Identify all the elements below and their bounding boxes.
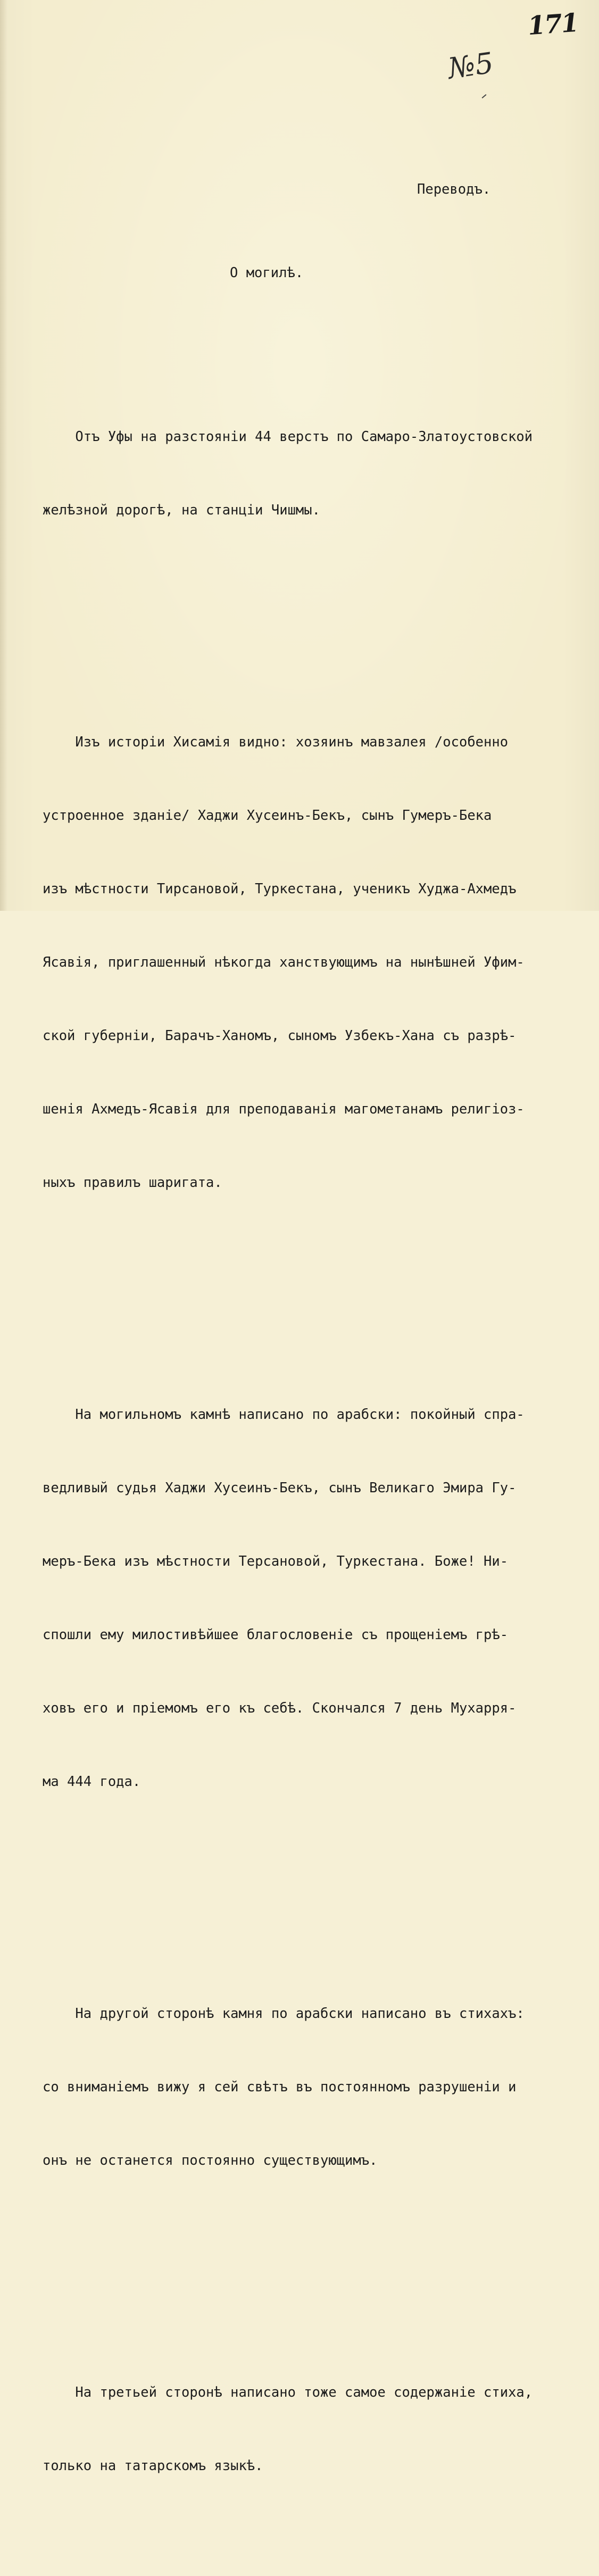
paragraph	[43, 681, 599, 1244]
text-line: шенiя Ахмедъ-Ясавiя для преподаванiя магометанамъ религiоз-	[43, 1101, 525, 1117]
paragraph-gap	[43, 1892, 599, 1904]
text-line: Ясавiя, приглашенный нѣкогда ханствующимъ на нынѣшней Уфим-	[43, 954, 525, 970]
text-line: На другой сторонѣ камня по арабски написано въ стихахъ:	[43, 2006, 525, 2022]
text-line: со вниманiемъ вижу я сей свѣтъ въ постоянномъ разрушенiи и	[43, 2079, 517, 2095]
paragraph-gap	[43, 620, 599, 632]
text-line: Отъ Уфы на разстоянiи 44 верстъ по Самаро-Златоустовской	[43, 429, 533, 445]
text-line: изъ мѣстности Тирсановой, Туркестана, ученикъ Худжа-Ахмедъ	[43, 881, 517, 897]
text-line: меръ-Бека изъ мѣстности Терсановой, Туркестана. Боже! Ни-	[43, 1553, 509, 1569]
text-line: только на татарскомъ языкѣ.	[43, 2458, 263, 2474]
text-line: ской губернiи, Барачъ-Ханомъ, сыномъ Узбекъ-Хана съ разрѣ-	[43, 1028, 517, 1044]
text-line: На могильномъ камнѣ написано по арабски: покойный спра-	[43, 1407, 525, 1423]
pencil-mark	[482, 94, 487, 98]
document-number: №5	[446, 46, 496, 86]
text-line: спошли ему милостивѣйшее благословенiе съ прощенiемъ грѣ-	[43, 1627, 509, 1643]
text-line: устроенное зданiе/ Хаджи Хусеинъ-Бекъ, сынъ Гумеръ-Бека	[43, 808, 492, 824]
paragraph	[43, 2331, 599, 2527]
folio-number: 171	[527, 7, 579, 41]
page-edge-shadow	[0, 0, 7, 911]
text-line: На третьей сторонѣ написано тоже самое содержанiе стиха,	[43, 2384, 533, 2400]
text-line: ведливый судья Хаджи Хусеинъ-Бекъ, сынъ Великаго Эмира Гу-	[43, 1480, 517, 1496]
text-line: Изъ исторiи Хисамiя видно: хозяинъ мавзалея /особенно	[43, 734, 509, 750]
text-line: онъ не останется постоянно существующимъ.	[43, 2153, 378, 2168]
document-body	[43, 327, 599, 2576]
text-line: желѣзной дорогѣ, на станцiи Чишмы.	[43, 502, 320, 518]
paragraph	[43, 1353, 599, 1843]
text-line: ма 444 года.	[43, 1774, 141, 1790]
text-line: ховъ его и прiемомъ его къ себѣ. Скончался 7 день Мухарря-	[43, 1700, 517, 1716]
paragraph-gap	[43, 1293, 599, 1304]
paragraph	[43, 376, 599, 571]
paragraph	[43, 1952, 599, 2222]
text-line: ныхъ правилъ шаригата.	[43, 1175, 222, 1191]
paragraph-gap	[43, 2271, 599, 2282]
translation-heading: Переводъ.	[417, 181, 491, 197]
document-title: О могилѣ.	[230, 265, 304, 281]
